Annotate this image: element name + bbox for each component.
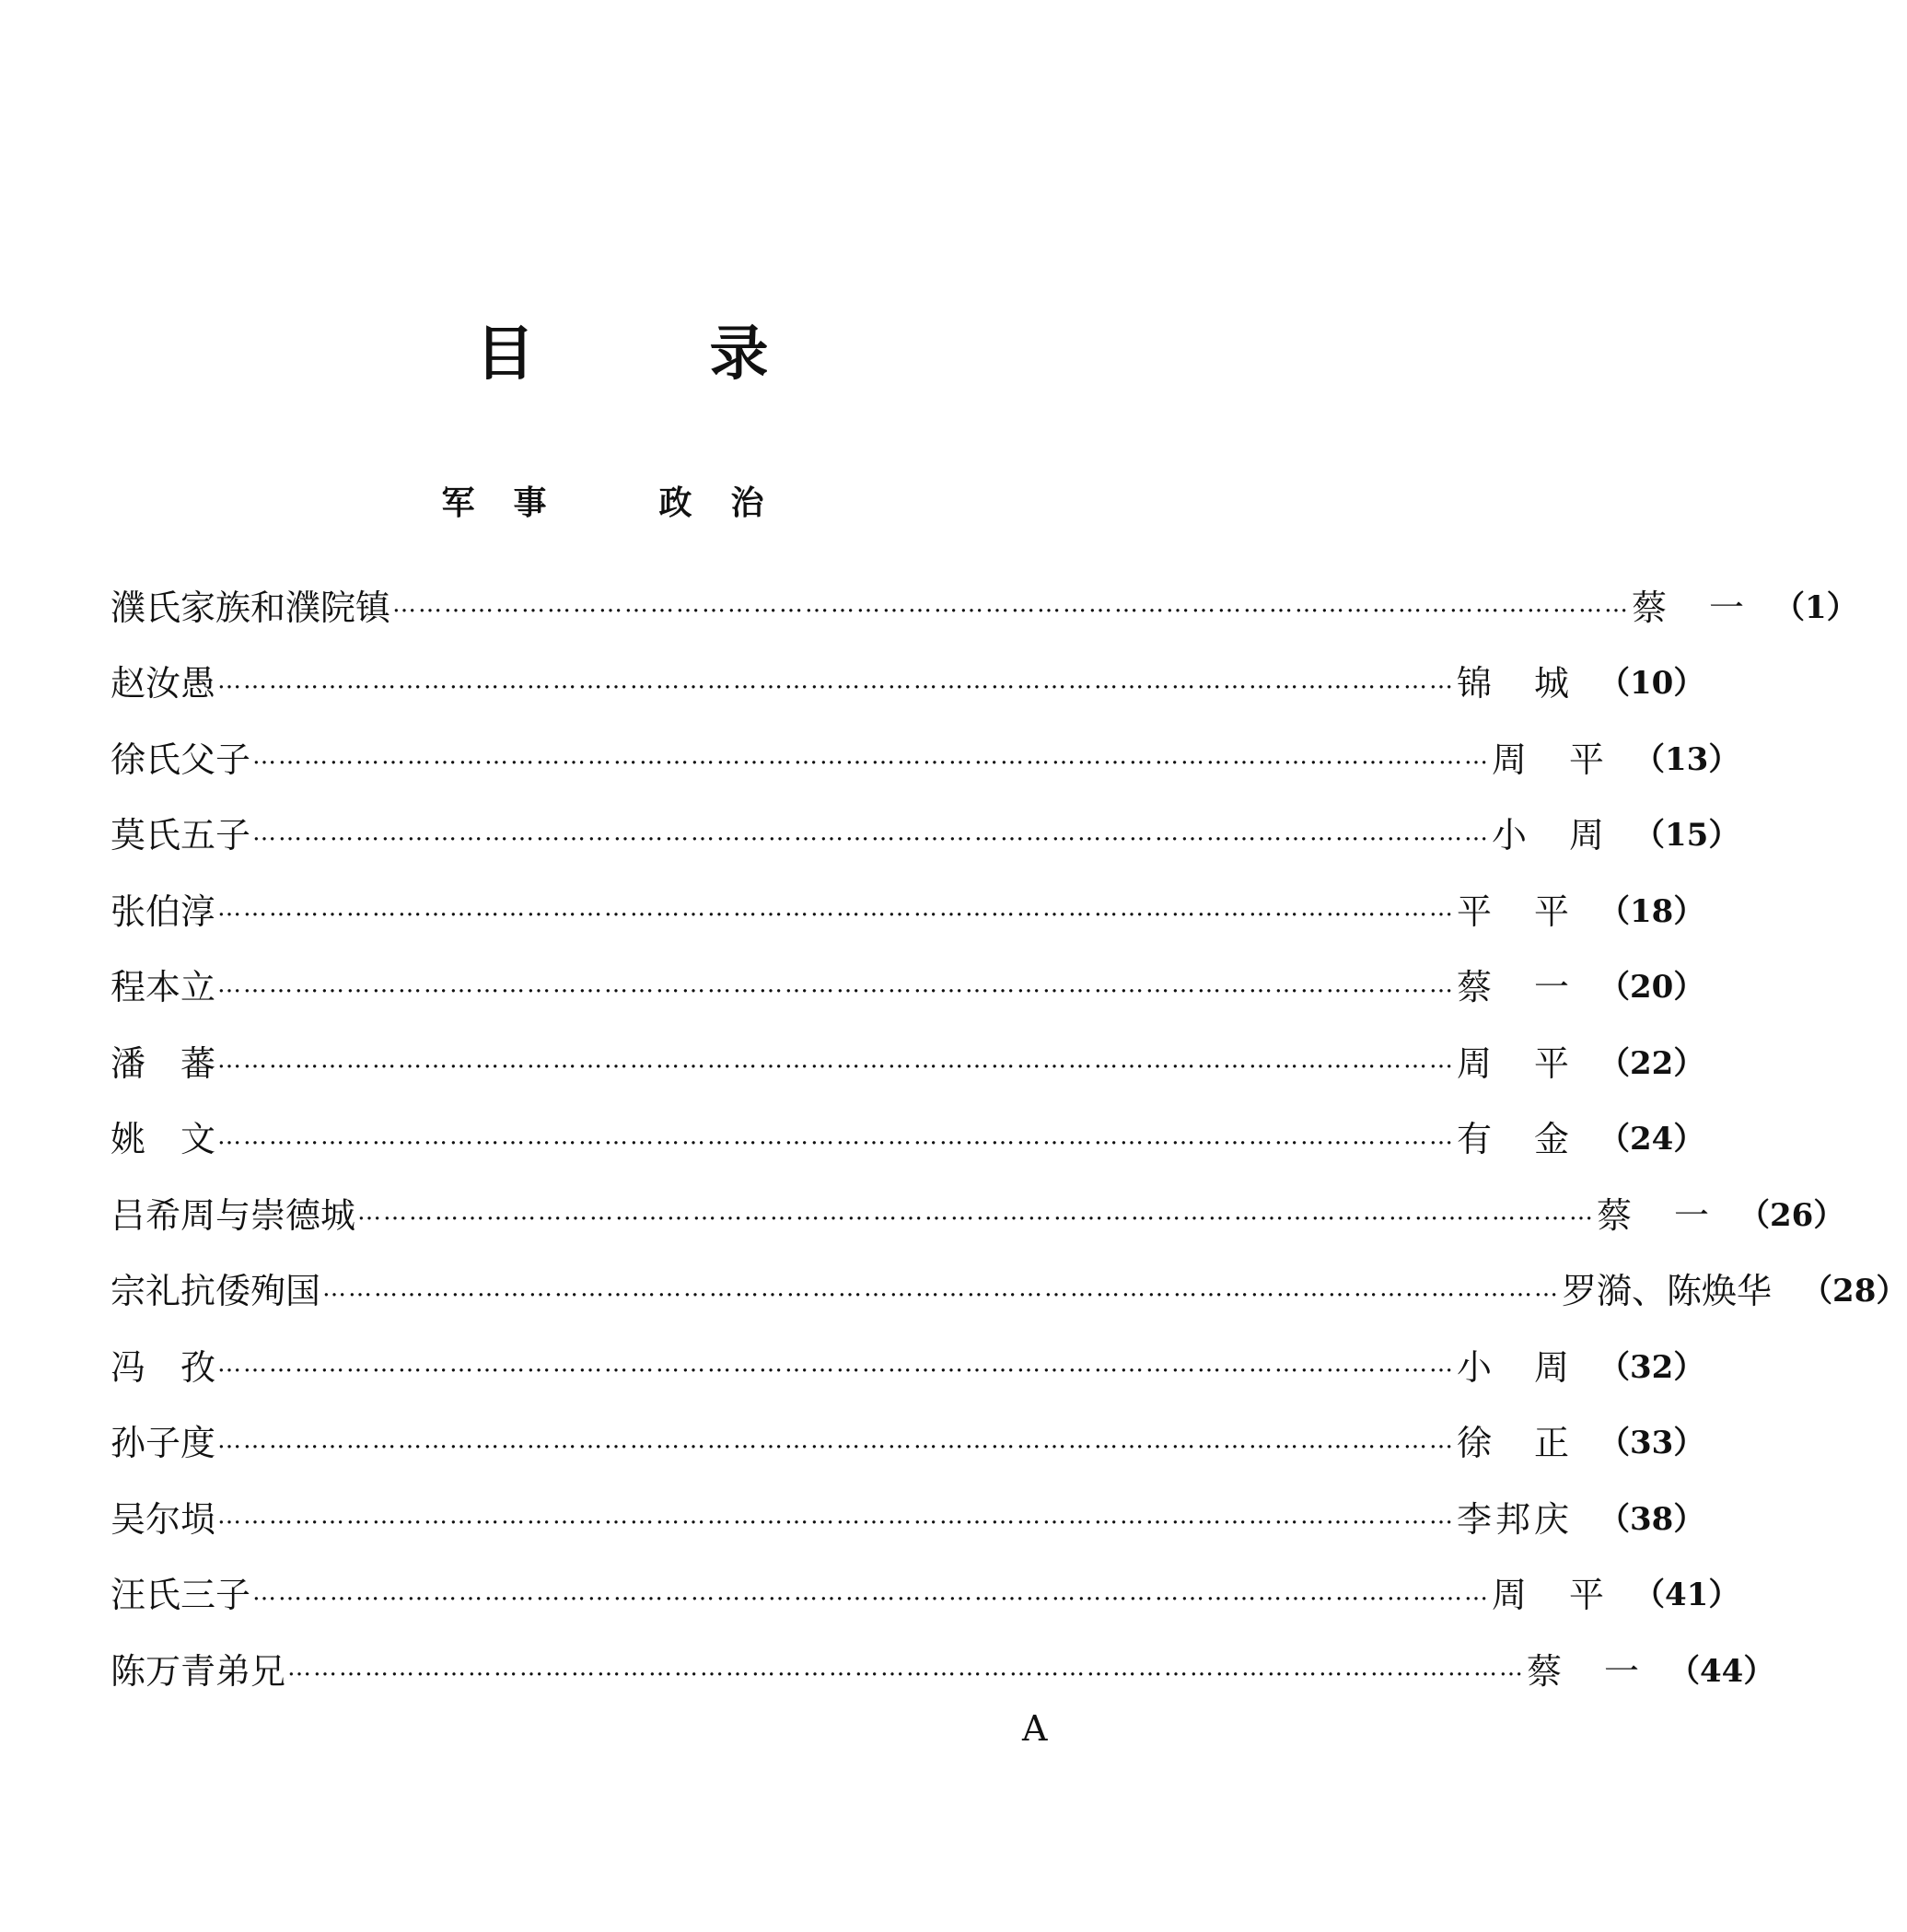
toc-entry-title: 宗礼抗倭殉国 [110,1271,321,1312]
toc-entry[interactable] [110,1022,1705,1099]
toc-entry-page: （15） [1634,817,1740,855]
toc-entry-page: （26） [1738,1196,1845,1234]
toc-entry-author: 蔡 一 [1457,967,1570,1008]
dot-leader: ……………………………………………………………………………………………………………………………… [357,1198,1596,1227]
toc-entry-author: 有 金 [1457,1119,1570,1160]
toc-entry[interactable] [110,1478,1705,1554]
toc-entry[interactable] [110,566,1858,643]
toc-entry-author: 蔡 一 [1597,1194,1710,1236]
dot-leader: ……………………………………………………………………………………………………………………………… [217,970,1456,998]
toc-entry-title: 莫氏五子 [110,815,251,856]
toc-entry-title: 赵汝愚 [110,663,216,704]
toc-entry-title: 吴尔埙 [110,1498,216,1540]
toc-entry-page: （1） [1773,588,1858,626]
toc-entry[interactable] [110,947,1705,1023]
toc-entry-author: 周 平 [1457,1042,1570,1084]
section-heading-word-2: 政治 [658,484,803,522]
dot-leader: ……………………………………………………………………………………………………………………………… [392,590,1631,619]
toc-entry[interactable] [110,643,1705,719]
toc-entry-page: （44） [1669,1652,1775,1690]
toc-entry-author: 小 周 [1492,815,1605,856]
toc-entry-author: 平 平 [1457,890,1570,932]
toc-entry[interactable] [110,1251,1907,1327]
toc-entry-page: （38） [1599,1500,1705,1538]
toc-entry-title: 程本立 [110,967,216,1008]
toc-entry-title: 吕希周与崇德城 [110,1194,356,1236]
toc-entry-page: （10） [1599,665,1705,703]
toc-entry-author: 锦 城 [1457,663,1570,704]
dot-leader: ……………………………………………………………………………………………………………………………… [217,1426,1456,1454]
toc-entry-title: 徐氏父子 [110,739,251,780]
dot-leader: ……………………………………………………………………………………………………………………………… [287,1654,1526,1682]
toc-entry-author: 蔡 一 [1632,587,1745,628]
toc-entry-page: （33） [1599,1425,1705,1462]
dot-leader: ……………………………………………………………………………………………………………………………… [322,1274,1561,1302]
toc-entry[interactable] [110,795,1740,871]
dot-leader: ……………………………………………………………………………………………………………………………… [217,1046,1456,1075]
dot-leader: ……………………………………………………………………………………………………………………………… [252,742,1491,771]
dot-leader: ……………………………………………………………………………………………………………………………… [252,1577,1491,1606]
dot-leader: ……………………………………………………………………………………………………………………………… [252,818,1491,846]
dot-leader: ……………………………………………………………………………………………………………………………… [217,1502,1456,1530]
toc-entry-page: （28） [1801,1273,1907,1310]
toc-entry[interactable] [110,870,1705,947]
toc-entry-author: 徐 正 [1457,1423,1570,1464]
toc-entry-page: （24） [1599,1121,1705,1158]
toc-entry-title: 孙子度 [110,1423,216,1464]
title-char-1: 目 [475,320,535,389]
toc-entry[interactable] [110,1402,1705,1479]
toc-entry[interactable] [110,1554,1740,1631]
toc-entry-author: 李邦庆 [1457,1498,1570,1540]
toc-list [110,566,1907,1706]
toc-entry-title: 冯 孜 [110,1346,216,1388]
section-heading-word-1: 军事 [441,484,586,522]
toc-entry-page: （32） [1599,1348,1705,1386]
toc-entry-title: 潘 蕃 [110,1042,216,1084]
page-marker: A [1022,1708,1048,1749]
toc-entry-title: 姚 文 [110,1119,216,1160]
toc-entry[interactable] [110,1326,1705,1402]
toc-entry[interactable] [110,718,1740,795]
toc-entry-page: （13） [1634,740,1740,778]
toc-entry-title: 张伯淳 [110,890,216,932]
toc-entry-author: 周 平 [1492,739,1605,780]
toc-entry-author: 小 周 [1457,1346,1570,1388]
dot-leader: ……………………………………………………………………………………………………………………………… [217,1122,1456,1150]
title-char-2: 录 [709,320,769,389]
toc-entry-title: 陈万青弟兄 [110,1650,286,1692]
toc-entry-page: （22） [1599,1044,1705,1082]
toc-entry-author: 罗漪、陈焕华 [1562,1271,1773,1312]
toc-entry-page: （41） [1634,1577,1740,1614]
dot-leader: ……………………………………………………………………………………………………………………………… [217,666,1456,694]
toc-entry-author: 蔡 一 [1527,1650,1640,1692]
toc-entry[interactable] [110,1630,1775,1706]
toc-entry-page: （18） [1599,892,1705,930]
toc-entry[interactable] [110,1174,1845,1251]
toc-entry-author: 周 平 [1492,1575,1605,1616]
section-heading [0,481,1244,527]
dot-leader: ……………………………………………………………………………………………………………………………… [217,1350,1456,1379]
toc-entry-title: 濮氏家族和濮院镇 [110,587,391,628]
toc-entry-page: （20） [1599,969,1705,1007]
dot-leader: ……………………………………………………………………………………………………………………………… [217,894,1456,923]
toc-entry-title: 汪氏三子 [110,1575,251,1616]
page-title [0,318,1244,391]
toc-entry[interactable] [110,1099,1705,1175]
